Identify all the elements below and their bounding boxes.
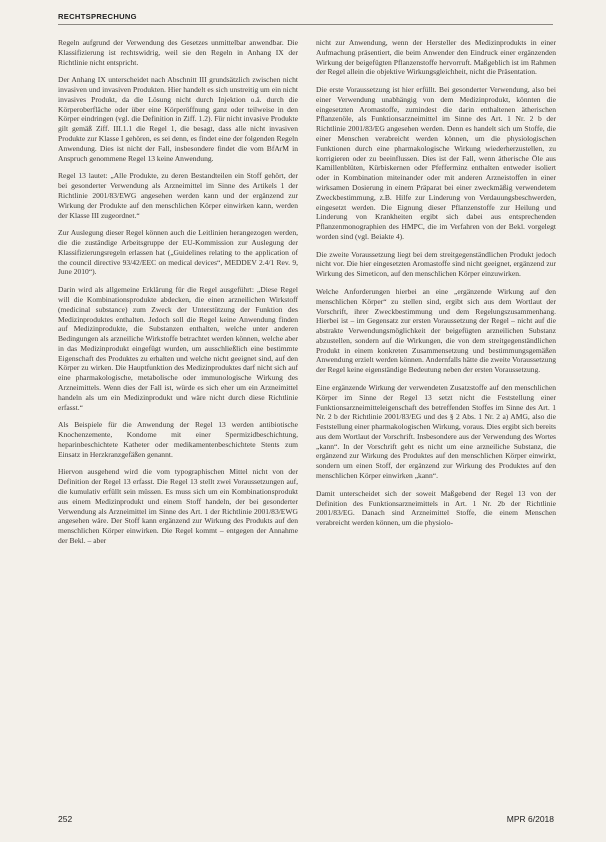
- journal-issue: MPR 6/2018: [506, 814, 554, 824]
- paragraph: nicht zur Anwendung, wenn der Hersteller des Medizinprodukts in einer Aufmachung präsentiert, die beim Anwender den Eindruck einer ergänzenden Wirkung der beigefügten Pflanzenstoffe hervorruft. Maßgeblich ist im Rahmen der Regel allein die objektive Wirkungsgleichheit, nicht die Präsentation.: [316, 38, 556, 77]
- paragraph: Als Beispiele für die Anwendung der Regel 13 werden antibiotische Knochenzemente, Kondome mit einer Spermizidbeschichtung, heparinbeschichtete Katheter oder medikamentenbeschichtete Stents zum Einsatz in Herzkranzgefäßen genannt.: [58, 420, 298, 459]
- paragraph: Damit unterscheidet sich der soweit Maßgebend der Regel 13 von der Definition des Funktionsarzneimittels in Art. 1 Nr. 2b der Richtlinie 2001/83/EG. Danach sind Arzneimittel Stoffe, die einem Menschen verabreicht werden können, um die physiolo-: [316, 488, 556, 528]
- paragraph: Regel 13 lautet: „Alle Produkte, zu deren Bestandteilen ein Stoff gehört, der bei gesonderter Verwendung als Arzneimittel im Sinne des Artikels 1 der Richtlinie 2001/83/EWG angesehen werden kann und der ergänzend zur Wirkung der Produkte auf den menschlichen Körper einwirken kann, werden der Klasse III zugeordnet.“: [58, 171, 298, 220]
- paragraph: Welche Anforderungen hierbei an eine „ergänzende Wirkung auf den menschlichen Körper“ zu stellen sind, ergibt sich aus dem Wortlaut der Vorschrift, ihrer Zweckbestimmung und dem Regelungszusammenhang. Hierbei ist – im Gegensatz zur ersten Voraussetzung der Regel – nicht auf die abstrakte Verwendungsmöglichkeit der beigefügten arzneilichen Substanz abzustellen, sondern auf die Wirkungen, die von dem streitgegenständlichen Produkt in einem konkreten Zusammensetzung und bestimmungsgemäßen Anwendung erzielt werden können. Andernfalls hätte die zweite Voraussetzung der Regel keine eigenständige Bedeutung neben der ersten Voraussetzung.: [316, 286, 556, 375]
- page-number: 252: [58, 814, 73, 824]
- left-column: [58, 38, 298, 554]
- section-header: RECHTSPRECHUNG: [58, 12, 137, 21]
- paragraph: Regeln aufgrund der Verwendung des Gesetzes unmittelbar anwendbar. Die Klassifizierung ist rechtswidrig, weil sie den Regeln in Anhang IX der Richtlinie nicht entspricht.: [58, 38, 298, 67]
- right-column: [316, 38, 556, 536]
- paragraph: Der Anhang IX unterscheidet nach Abschnitt III grundsätzlich zwischen nicht invasiven und invasiven Produkten. Hier handelt es sich unstreitig um ein nicht invasives Produkt, da die Lösung nicht durch Injektion o.ä. durch die Körperoberfläche oder über eine Körperöffnung ganz oder teilweise in den Körper eindringen (vgl. die Definition in Ziff. 1.2). Für nicht invasive Produkte gilt gemäß Ziff. III.1.1 die Regel 1, die besagt, dass alle nicht invasiven Produkte zur Klasse I gehören, es sei denn, es findet eine der folgenden Regeln Anwendung. Dies ist nicht der Fall, insbesondere findet die vom BfArM in Anspruch genommene Regel 13 keine Anwendung.: [58, 75, 298, 163]
- paragraph: Darin wird als allgemeine Erklärung für die Regel ausgeführt: „Diese Regel will die Kombinationsprodukte abdecken, die einen arzneilichen Wirkstoff (medicinal substance) zum Zweck der Unterstützung der Funktion des Medizinproduktes enthalten. Jedoch soll die Regel keine Anwendung finden auf Medizinprodukte, die Substanzen enthalten, welche unter anderen Bedingungen als arzneiliche Wirkstoffe betrachtet werden können, welche aber in das Medizinprodukt eingefügt wurden, um ausschließlich eine bestimmte Eigenschaft des Produktes zu erhalten und welche nicht geeignet sind, auf den Körper zu wirken. Die Hauptfunktion des Medizinproduktes darf nicht sich auf eine pharmakologische, metabolische oder immunologische Wirkung des Arzneimittels. Wenn dies der Fall ist, würde es sich eher um ein Arzneimittel handeln als um ein Medizinprodukt und wäre nicht durch diese Richtlinie erfasst.“: [58, 285, 298, 412]
- paragraph: Die zweite Voraussetzung liegt bei dem streitgegenständlichen Produkt jedoch nicht vor. Die hier eingesetzten Aromastoffe sind nicht geeignet, ergänzend zur Wirkung des Simeticon, auf den menschlichen Körper einzuwirken.: [316, 249, 556, 279]
- paragraph: Eine ergänzende Wirkung der verwendeten Zusatzstoffe auf den menschlichen Körper im Sinne der Regel 13 setzt nicht die Feststellung einer Funktionsarzneimitteleigenschaft des betreffenden Stoffes im Sinne des Art. 1 Nr. 2 b der Richtlinie 2001/83/EG und des § 2 Abs. 1 Nr. 2 a) AMG, also die Feststellung einer pharmakologischen Wirkung, voraus. Dies ergibt sich bereits aus dem Wortlaut der Vorschrift. Insbesondere aus der Verwendung des Wortes „kann“. In der Vorschrift geht es nicht um eine arzneiliche Substanz, die ergänzend zur Wirkung des Produktes auf den menschlichen Körper einwirkt, sondern um einen Stoff, der ergänzend zur Wirkung des Produktes auf den menschlichen Körper einwirken „kann“.: [316, 383, 556, 481]
- header-rule: [58, 24, 553, 25]
- paragraph: Zur Auslegung dieser Regel können auch die Leitlinien herangezogen werden, die die zuständige Arbeitsgruppe der EU-Kommission zur Auslegung der Klassifizierungsregeln erlassen hat („Guidelines relating to the application of the council directive 93/42/EEC on medical devices“, MEDDEV 2.4/1 Rev. 9, June 2010“).: [58, 228, 298, 277]
- paragraph: Die erste Voraussetzung ist hier erfüllt. Bei gesonderter Verwendung, also bei einer Verwendung unabhängig von dem Medizinprodukt, könnten die eingesetzten Aromastoffe, zumindest die darin enthaltenen ätherischen Pflanzenöle, als Funktionsarzneimittel im Sinne des Art. 1 Nr. 2 b der Richtlinie 2001/83/EG angesehen werden. Denn es handelt sich um Stoffe, die einer Menschen verabreicht werden können, um die physiologischen Funktionen durch eine pharmakologische Wirkung wiederherzustellen, zu korrigieren oder zu beeinflussen. Dies ist der Fall, wenn ätherische Öle aus Kamillenblüten, Kürbiskernen oder Pfefferminz enthalten entweder isoliert oder in Kombination miteinander oder mit anderen Arzneistoffen in einer wirksamen Dosierung in einem Präparat bei einer zweckmäßig verwendetem Zweckbestimmung, z.B. Hilfe zur Linderung von Verdauungsbeschwerden, eingesetzt werden. Die Eignung dieser Pflanzenstoffe zur Heilung und Linderung von Krankheiten ergibt sich dabei aus entsprechenden Pflanzenmonographien des HMPC, die im Verfahren von der Bekl. vorgelegt worden sind (vgl. Beiakte 4).: [316, 85, 556, 241]
- paragraph: Hiervon ausgehend wird die vom typographischen Mittel nicht von der Definition der Regel 13 erfasst. Die Regel 13 stellt zwei Voraussetzungen auf, die kumulativ erfüllt sein müssen. Es muss sich um ein Kombinationsprodukt aus einem Medizinprodukt und einem Stoff handeln, der bei gesonderter Verwendung als Arzneimittel im Sinne des Art. 1 der Richtlinie 2001/83/EWG angesehen wäre. Der Stoff kann ergänzend zur Wirkung des Produkts auf den menschlichen Körper einwirken. Die Regel kommt – entgegen der Annahme der Bekl. – aber: [58, 467, 298, 545]
